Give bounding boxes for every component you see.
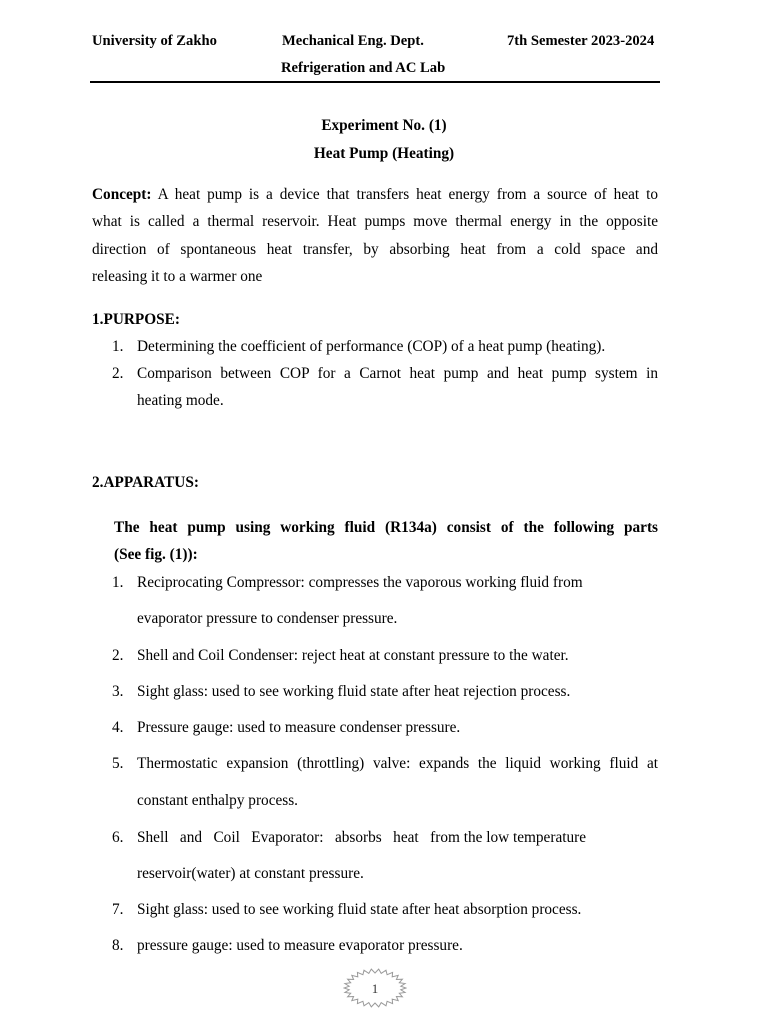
header-university: University of Zakho [92, 33, 217, 49]
purpose-item-number: 1. [112, 338, 124, 355]
experiment-title: Heat Pump (Heating) [313, 145, 455, 162]
apparatus-item-number: 2. [112, 647, 124, 664]
apparatus-item-text: constant enthalpy process. [137, 792, 298, 809]
apparatus-item-number: 5. [112, 755, 124, 772]
concept-line-4: releasing it to a warmer one [92, 268, 263, 285]
apparatus-item-text: Reciprocating Compressor: compresses the vaporous working fluid from [137, 574, 583, 591]
apparatus-item-text: pressure gauge: used to measure evaporator pressure. [137, 937, 463, 954]
apparatus-item-text: Sight glass: used to see working fluid state after heat absorption process. [137, 901, 582, 918]
apparatus-item-number: 1. [112, 574, 124, 591]
apparatus-item-text: Shell and Coil Evaporator: absorbs heat from the low temperature [137, 829, 587, 846]
purpose-item-text: Comparison between COP for a Carnot heat pump and heat pump system in [137, 365, 658, 382]
page-number: 1 [371, 981, 379, 996]
apparatus-item-text: Pressure gauge: used to measure condenser pressure. [137, 719, 461, 736]
apparatus-item-number: 8. [112, 937, 124, 954]
header-rule [90, 81, 660, 83]
page-number-badge [343, 968, 407, 1008]
concept-line-3: direction of spontaneous heat transfer, by absorbing heat from a cold space and [92, 241, 658, 258]
apparatus-intro-line-2: (See fig. (1)): [114, 546, 198, 563]
apparatus-item-text: reservoir(water) at constant pressure. [137, 865, 364, 882]
concept-label: Concept: [92, 186, 152, 203]
apparatus-heading: 2.APPARATUS: [92, 474, 199, 491]
apparatus-item-text: Shell and Coil Condenser: reject heat at constant pressure to the water. [137, 647, 569, 664]
purpose-item-number: 2. [112, 365, 124, 382]
purpose-item-text: heating mode. [137, 392, 224, 409]
apparatus-item-number: 6. [112, 829, 124, 846]
apparatus-item-text: Thermostatic expansion (throttling) valve: expands the liquid working fluid at [137, 755, 658, 772]
apparatus-item-number: 4. [112, 719, 124, 736]
apparatus-item-text: evaporator pressure to condenser pressure. [137, 610, 398, 627]
header-department: Mechanical Eng. Dept. [282, 33, 424, 49]
page-badge-star-icon [343, 968, 407, 1008]
concept-line-1: Concept: A heat pump is a device that transfers heat energy from a source of heat to [92, 186, 658, 203]
apparatus-item-number: 7. [112, 901, 124, 918]
header-lab: Refrigeration and AC Lab [281, 60, 446, 76]
purpose-item-text: Determining the coefficient of performance (COP) of a heat pump (heating). [137, 338, 606, 355]
header-semester: 7th Semester 2023-2024 [507, 33, 655, 49]
apparatus-item-number: 3. [112, 683, 124, 700]
experiment-number: Experiment No. (1) [321, 117, 447, 134]
apparatus-intro-line-1: The heat pump using working fluid (R134a) consist of the following parts [114, 519, 658, 536]
purpose-heading: 1.PURPOSE: [92, 311, 180, 328]
concept-line-2: what is called a thermal reservoir. Heat pumps move thermal energy in the opposite [92, 213, 658, 230]
apparatus-item-text: Sight glass: used to see working fluid state after heat rejection process. [137, 683, 571, 700]
